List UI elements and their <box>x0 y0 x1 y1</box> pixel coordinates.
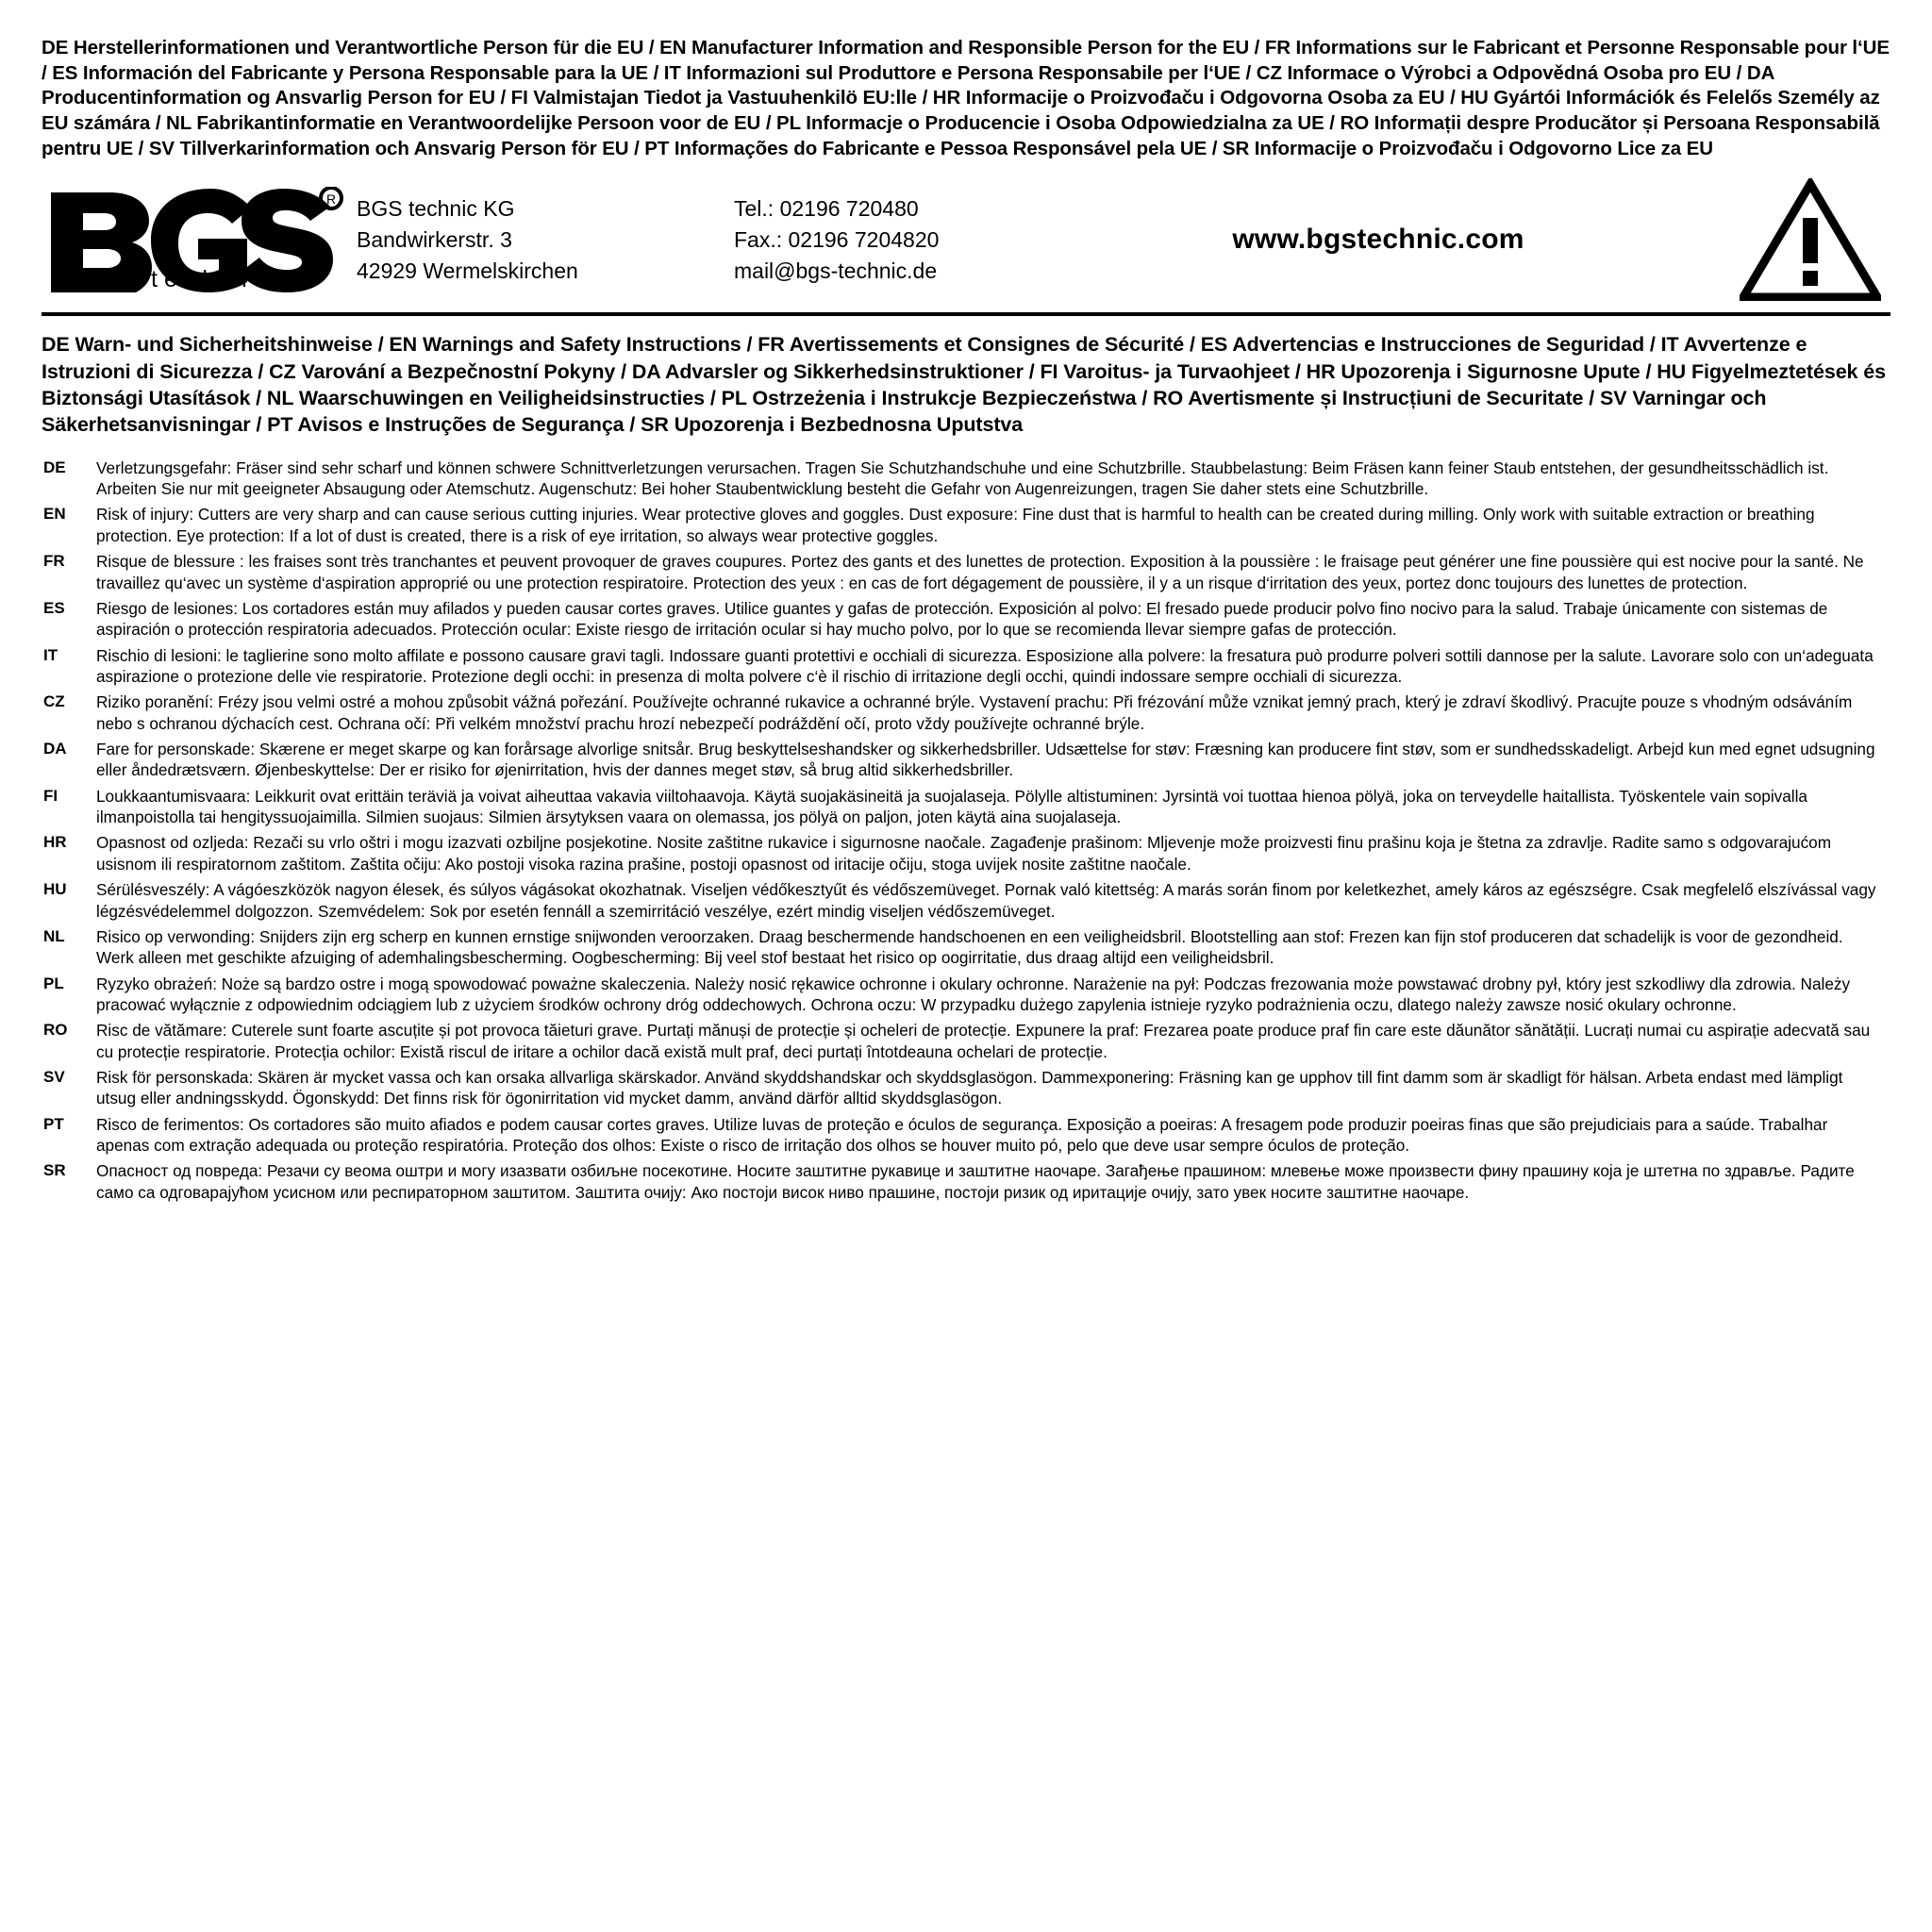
language-code: HU <box>43 880 67 899</box>
list-item <box>42 1067 1890 1109</box>
list-item <box>42 832 1890 874</box>
company-street: Bandwirkerstr. 3 <box>357 226 512 252</box>
language-code: EN <box>43 505 66 524</box>
instruction-text: Verletzungsgefahr: Fräser sind sehr scharf und können schwere Schnittverletzungen verursachen. Tragen Sie Schutzhandschuhe und eine Schutzbrille. Staubbelastung: Beim Fräsen kann feiner Staub entstehen, der gesundheitsschädlich ist. Arbeiten Sie nur mit geeigneter Absaugung oder Atemschutz. Augenschutz: Bei hoher Staubentwicklung besteht die Gefahr von Augenreizungen, tragen Sie daher stets eine Schutzbrille. <box>96 458 1829 499</box>
language-code: SR <box>43 1161 66 1180</box>
list-item <box>42 926 1890 969</box>
instruction-text: Risco de ferimentos: Os cortadores são muito afiados e podem causar cortes graves. Utilize luvas de proteção e óculos de segurança. Exposição a poeiras: A fresagem pode produzir poeiras finas que são prejudiciais para a saúde. Trabalhar apenas com extração adequada ou proteção respiratória. Proteção dos olhos: Existe o risco de irritação dos olhos se houver muito pó, pelo que deve usar sempre óculos de proteção. <box>96 1114 1828 1156</box>
manufacturer-info-heading: DE Herstellerinformationen und Verantwortliche Person für die EU / EN Manufacturer Information and Responsible Person for the EU / FR Informations sur le Fabricant et Personne Responsable pour l‘UE / ES Información del Fabricante y Persona Responsable para la UE / IT Informazioni sul Produttore e Persona Responsabile per l‘UE / CZ Informace o Výrobci a Odpovědná Osoba pro EU / DA Producentinformation og Ansvarlig Person for EU / FI Valmistajan Tiedot ja Vastuuhenkilö EU:lle / HR Informacije o Proizvođaču i Odgovorna Osoba za EU / HU Gyártói Információk és Felelős Személy az EU számára / NL Fabrikantinformatie en Verantwoordelijke Persoon voor de EU / PL Informacje o Producencie i Osoba Odpowiedzialna za UE / RO Informații despre Producător și Persoana Responsabilă pentru UE / SV Tillverkarinformation och Ansvarig Person för EU / PT Informações do Fabricante e Pessoa Responsável pela UE / SR Informacije o Proizvođaču i Odgovorno Lice za EU <box>42 37 1890 159</box>
warning-triangle-icon <box>1711 178 1890 301</box>
list-item <box>42 551 1890 593</box>
company-address <box>357 193 734 286</box>
instructions-list <box>42 458 1890 1204</box>
list-item <box>42 1114 1890 1157</box>
instruction-text: Fare for personskade: Skærene er meget skarpe og kan forårsage alvorlige snitsår. Brug beskyttelseshandsker og sikkerhedsbriller. Udsættelse for støv: Fræsning kan producere fint støv, som er sundhedsskadeligt. Arbejd kun med egnet udsugning eller åndedrætsværn. Øjenbeskyttelse: Der er risiko for øjenirritation, hvis der dannes meget støv, så brug altid sikkerhedsbriller. <box>96 740 1875 780</box>
instruction-text: Opasnost od ozljeda: Rezači su vrlo oštri i mogu izazvati ozbiljne posjekotine. Nosite zaštitne rukavice i sigurnosne naočale. Zagađenje prašinom: Mljevenje može proizvesti finu prašinu koja je štetna za zdravlje. Radite samo s odgovarajućom usisnom ili respiratornom zaštitom. Zaštita očiju: Ako postoji visoka razina prašine, postoji opasnost od iritacije očiju, stoga uvijek nosite zaštitne naočale. <box>96 833 1832 874</box>
company-city: 42929 Wermelskirchen <box>357 258 578 283</box>
list-item <box>42 786 1890 828</box>
company-header-bar <box>42 178 1890 316</box>
language-code: IT <box>43 645 58 664</box>
instruction-text: Опасност од повреда: Резачи су веома оштри и могу изазвати озбиљне посекотине. Носите заштитне рукавице и заштитне наочаре. Загађење прашином: млевење може произвести фину прашину која је штетна по здравље. Радите само са одговарајућом усисном или респираторном заштитом. Заштита очију: Ако постоји висок ниво прашине, постоји ризик од иритације очију, зато увек носите заштитне наочаре. <box>96 1161 1855 1202</box>
list-item <box>42 1020 1890 1062</box>
company-email[interactable]: mail@bgs-technic.de <box>734 258 938 283</box>
company-tel: Tel.: 02196 720480 <box>734 196 919 222</box>
company-fax: Fax.: 02196 7204820 <box>734 226 940 252</box>
instruction-text: Risk of injury: Cutters are very sharp and can cause serious cutting injuries. Wear protective gloves and goggles. Dust exposure: Fine dust that is harmful to health can be created during milling. Only work with suitable extraction or breathing protection. Eye protection: If a lot of dust is created, there is a risk of eye irritation, so always wear protective goggles. <box>96 505 1815 545</box>
instruction-text: Risico op verwonding: Snijders zijn erg scherp en kunnen ernstige snijwonden veroorzaken. Draag beschermende handschoenen en een veiligheidsbril. Blootstelling aan stof: Frezen kan fijn stof produceren dat schadelijk is voor de gezondheid. Werk alleen met geschikte afzuiging of ademhalingsbescherming. Oogbescherming: Bij veel stof bestaat het risico op oogirritatie, dus draag altijd een veiligheidsbril. <box>96 926 1843 968</box>
language-code: FI <box>43 786 58 805</box>
svg-text:R: R <box>325 192 337 208</box>
list-item <box>42 458 1890 500</box>
language-code: DA <box>43 740 67 758</box>
list-item <box>42 504 1890 546</box>
bgs-logo-icon <box>45 187 345 292</box>
instruction-text: Risc de vătămare: Cuterele sunt foarte ascuțite și pot provoca tăieturi grave. Purtați mănuși de protecție și ocheleri de protecție. Expunere la praf: Frezarea poate produce praf fin care este dăunător sănătății. Lucrați numai cu aspirație adecvată sau cu protecție respiratorie. Protecția ochilor: Există riscul de iritare a ochilor dacă există mult praf, deci purtați întotdeauna ochelari de protecție. <box>96 1021 1871 1061</box>
language-code: DE <box>43 458 66 476</box>
list-item <box>42 974 1890 1016</box>
language-code: RO <box>43 1021 68 1040</box>
company-name: BGS technic KG <box>357 196 515 222</box>
instruction-text: Risque de blessure : les fraises sont très tranchantes et peuvent provoquer de graves coupures. Portez des gants et des lunettes de protection. Exposition à la poussière : le fraisage peut générer une fine poussière qui est nocive pour la santé. Ne travaillez qu‘avec un système d‘aspiration approprié ou une protection respiratoire. Protection des yeux : en cas de fort dégagement de poussière, il y a un risque d‘irritation des yeux, portez donc toujours des lunettes de protection. <box>96 552 1864 592</box>
svg-text:technic: technic <box>151 266 273 293</box>
language-code: NL <box>43 926 65 945</box>
language-code: SV <box>43 1068 65 1087</box>
instruction-text: Risk för personskada: Skären är mycket vassa och kan orsaka allvarliga skärskador. Använd skyddshandskar och skyddsglasögon. Dammexponering: Fräsning kan ge upphov till fint damm som är skadligt för hälsan. Arbeta endast med lämpligt utsug eller andningsskydd. Ögonskydd: Det finns risk för ögonirritation vid mycket damm, använd därför alltid skyddsglasögon. <box>96 1068 1843 1108</box>
list-item <box>42 1160 1890 1203</box>
language-code: FR <box>43 552 65 571</box>
warning-triangle-shape <box>1740 178 1881 301</box>
bgs-logo <box>42 187 357 292</box>
list-item <box>42 879 1890 922</box>
language-code: PL <box>43 974 64 992</box>
list-item <box>42 598 1890 641</box>
language-code: PT <box>43 1114 64 1133</box>
instruction-text: Riziko poranění: Frézy jsou velmi ostré a mohou způsobit vážná pořezání. Používejte ochranné rukavice a ochranné brýle. Vystavení prachu: Při frézování může vznikat jemný prach, který je zdraví škodlivý. Pracujte pouze s vhodným odsáváním nebo s ochranou dýchacích cest. Ochrana očí: Při velkém množství prachu hrozí nebezpečí podráždění očí, proto vždy používejte ochranné brýle. <box>96 692 1853 733</box>
warnings-heading: DE Warn- und Sicherheitshinweise / EN Warnings and Safety Instructions / FR Avertissements et Consignes de Sécurité / ES Advertencias e Instrucciones de Seguridad / IT Avvertenze e Istruzioni di Sicurezza / CZ Varování a Bezpečnostní Pokyny / DA Advarsler og Sikkerhedsinstruktioner / FI Varoitus- ja Turvaohjeet / HR Upozorenja i Sigurnosne Upute / HU Figyelmeztetések és Biztonsági Utasítások / NL Waarschuwingen en Veiligheidsinstructies / PL Ostrzeżenia i Instrukcje Bezpieczeństwa / RO Avertismente și Instrucțiuni de Securitate / SV Varningar och Säkerhetsanvisningar / PT Avisos e Instruções de Segurança / SR Upozorenja i Bezbednosna Uputstva <box>42 333 1887 437</box>
language-code: ES <box>43 598 65 617</box>
list-item <box>42 739 1890 781</box>
list-item <box>42 691 1890 734</box>
language-code: CZ <box>43 692 65 711</box>
language-code: HR <box>43 833 67 852</box>
instruction-text: Ryzyko obrażeń: Noże są bardzo ostre i mogą spowodować poważne skaleczenia. Należy nosić rękawice ochronne i okulary ochronne. Narażenie na pył: Podczas frezowania może powstawać drobny pył, który jest szkodliwy dla zdrowia. Należy pracować wyłącznie z odpowiednim odciągiem lub z użyciem środków ochrony dróg oddechowych. Ochrona oczu: W przypadku dużego zapylenia istnieje ryzyko podrażnienia oczu, dlatego należy zawsze nosić okulary ochronne. <box>96 974 1851 1014</box>
company-contact <box>734 193 1045 286</box>
company-website[interactable]: www.bgstechnic.com <box>1232 224 1524 256</box>
list-item <box>42 645 1890 688</box>
instruction-text: Loukkaantumisvaara: Leikkurit ovat erittäin teräviä ja voivat aiheuttaa vakavia viiltohaavoja. Käytä suojakäsineitä ja suojalaseja. Pölylle altistuminen: Jyrsintä voi tuottaa hienoa pölyä, joka on terveydelle haitallista. Työskentele vain sopivalla ilmanpoistolla tai hengityssuojaimilla. Silmien suojaus: Silmien ärsytyksen vaara on olemassa, jos pölyä on paljon, joten käytä aina suojalaseja. <box>96 786 1807 827</box>
instruction-text: Rischio di lesioni: le taglierine sono molto affilate e possono causare gravi tagli. Indossare guanti protettivi e occhiali di sicurezza. Esposizione alla polvere: la fresatura può produrre polveri sottili dannose per la salute. Lavorare solo con un‘adeguata aspirazione o protezione delle vie respiratorie. Protezione degli occhi: in presenza di molta polvere c‘è il rischio di irritazione degli occhi, quindi indossare sempre occhiali di sicurezza. <box>96 645 1874 686</box>
instruction-text: Riesgo de lesiones: Los cortadores están muy afilados y pueden causar cortes graves. Utilice guantes y gafas de protección. Exposición al polvo: El fresado puede producir polvo fino nocivo para la salud. Trabaje únicamente con sistemas de aspiración o protección respiratoria adecuados. Protección ocular: Existe riesgo de irritación ocular si hay mucho polvo, por lo que se recomienda llevar siempre gafas de protección. <box>96 598 1828 640</box>
instruction-text: Sérülésveszély: A vágóeszközök nagyon élesek, és súlyos vágásokat okozhatnak. Viseljen védőkesztyűt és védőszemüveget. Pornak való kitettség: A marás során finom por keletkezhet, amely káros az egészségre. Csak megfelelő elszívással vagy légzésvédelemmel dolgozzon. Szemvédelem: Sok por esetén fennáll a szemirritáció veszélye, ezért mindig viseljen védőszemüveget. <box>96 880 1876 921</box>
